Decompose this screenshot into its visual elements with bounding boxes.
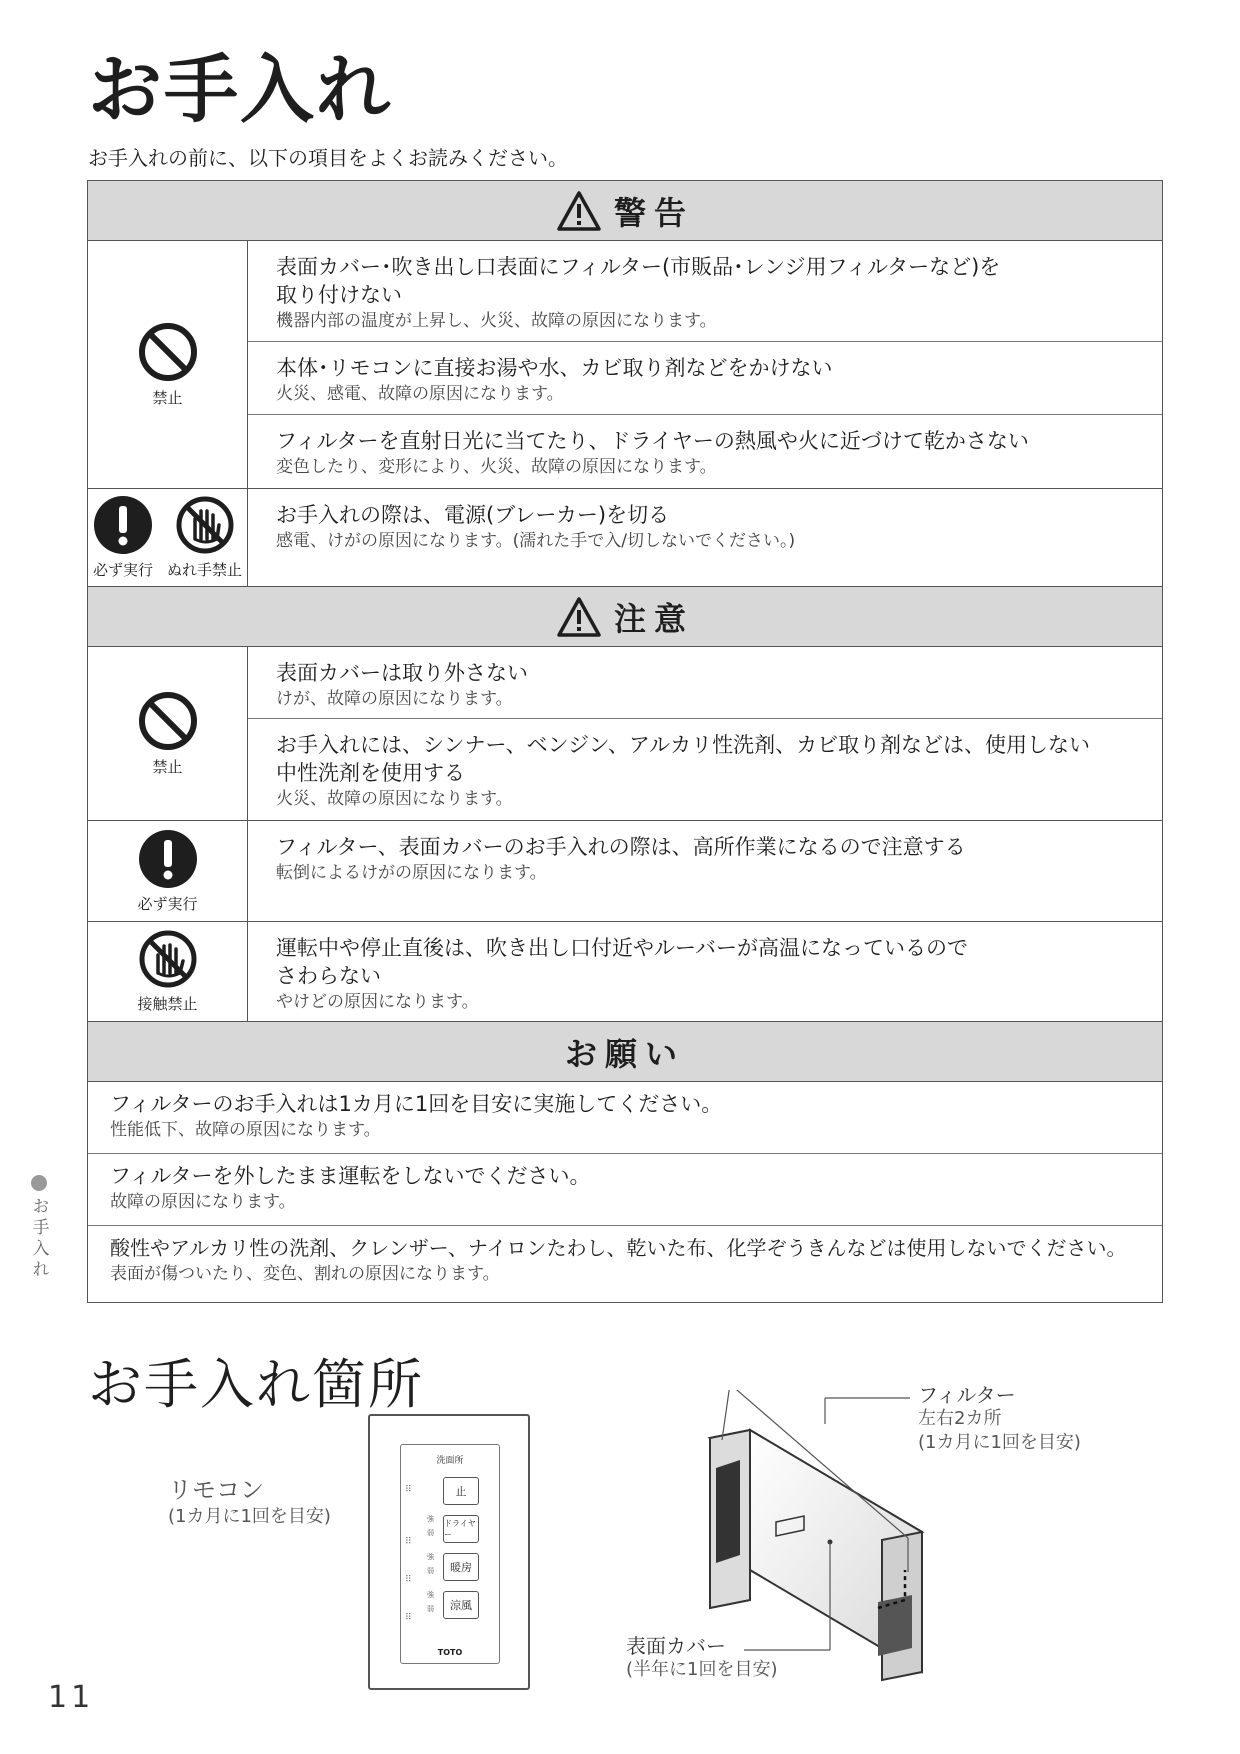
side-tab-label: お手入れ [28,1197,49,1281]
level-label: 強 [427,1515,434,1523]
page-number: 11 [48,1680,95,1715]
filter-interval: (1カ月に1回を目安) [918,1432,1081,1453]
icon-caption: 必ず実行 [92,561,153,579]
warning-item [248,342,1162,415]
item-main: 運転中や停止直後は、吹き出し口付近やルーバーが高温になっているので [276,936,968,960]
item-sub: けが、故障の原因になります。 [276,689,513,709]
request-item [88,1154,1162,1226]
item-main: お手入れの際は、電源(ブレーカー)を切る [276,503,670,527]
side-tab [26,1175,52,1281]
item-sub: やけどの原因になります。 [276,992,479,1012]
warning-group-power [88,489,1162,587]
icon-cell [88,489,248,586]
section-title: お手入れ箇所 [88,1353,424,1416]
remote-illustration [368,1414,530,1690]
warning-group-prohibit [88,241,1162,489]
prohibit-icon [137,321,199,383]
icon-cell [88,241,248,488]
icon-caption: 禁止 [152,758,183,776]
warning-triangle-icon [556,190,602,232]
item-sub: 感電、けがの原因になります。(濡れた手で入/切しないでください。) [276,531,796,551]
mandatory-action-icon [93,495,153,555]
icon-caption: 禁止 [152,389,183,407]
request-item [88,1082,1162,1154]
caution-item [248,821,1162,921]
item-main: フィルターを外したまま運転をしないでください。 [110,1164,591,1188]
remote-stop-button: 止 [443,1477,479,1505]
cover-interval: (半年に1回を目安) [626,1659,778,1680]
warning-title: 警告 [613,193,694,232]
item-main: フィルターを直射日光に当てたり、ドライヤーの熱風や火に近づけて乾かさない [276,429,1029,453]
no-wet-hands-icon [175,495,235,555]
filter-callout [918,1383,1081,1455]
warning-header [88,181,1162,241]
item-main: 表面カバーは取り外さない [276,661,528,685]
side-tab-dot [31,1175,47,1191]
item-sub: 性能低下、故障の原因になります。 [110,1120,381,1140]
brand-logo: TOTO [437,1648,463,1657]
item-sub: 機器内部の温度が上昇し、火災、故障の原因になります。 [276,311,717,331]
item-sub: 火災、故障の原因になります。 [276,789,513,809]
item-main: お手入れには、シンナー、ベンジン、アルカリ性洗剤、カビ取り剤などは、使用しない [276,733,1091,757]
prohibit-icon [137,690,199,752]
no-touch-icon [138,929,198,989]
safety-table [87,180,1163,1303]
item-sub: 変色したり、変形により、火災、故障の原因になります。 [276,457,717,477]
indicator-dots: ⠿ [405,1537,413,1547]
item-sub: 転倒によるけがの原因になります。 [276,863,547,883]
level-label: 弱 [427,1605,434,1613]
remote-panel [400,1444,500,1664]
remote-location-label: 洗面所 [436,1456,464,1466]
item-sub: 故障の原因になります。 [110,1192,296,1212]
item-main-cont: 取り付けない [276,283,402,307]
caution-group-mandatory [88,821,1162,922]
caution-item [248,647,1162,719]
intro-text: お手入れの前に、以下の項目をよくお読みください。 [88,146,568,170]
request-title: お願い [564,1034,685,1073]
item-main: フィルター、表面カバーのお手入れの際は、高所作業になるので注意する [276,835,966,859]
remote-label: リモコン [168,1476,264,1504]
caution-header [88,587,1162,647]
mandatory-action-icon [138,829,198,889]
indicator-dots: ⠿ [405,1613,413,1623]
remote-heating-button: 暖房 [443,1553,479,1581]
warning-item [248,489,1162,585]
page-title: お手入れ [88,47,392,133]
indicator-dots: ⠿ [405,1575,413,1585]
icon-cell [88,821,248,921]
item-main: 酸性やアルカリ性の洗剤、クレンザー、ナイロンたわし、乾いた布、化学ぞうきんなどは使用しないでください。 [110,1236,1127,1260]
item-main: 本体･リモコンに直接お湯や水、カビ取り剤などをかけない [276,356,833,380]
request-item [88,1226,1162,1302]
request-header [88,1022,1162,1082]
warning-item [248,415,1162,488]
caution-group-no-touch [88,922,1162,1022]
remote-dryer-button: ドライヤー [443,1515,479,1543]
icon-caption: 必ず実行 [137,894,198,913]
cover-callout [626,1634,778,1682]
item-main: 表面カバー･吹き出し口表面にフィルター(市販品･レンジ用フィルターなど)を [276,255,1001,279]
indicator-dots: ⠿ [405,1485,413,1495]
filter-label: フィルター [918,1383,1016,1407]
filter-locations: 左右2カ所 [918,1408,1002,1429]
level-label: 弱 [427,1529,434,1537]
remote-note: (1カ月に1回を目安) [168,1506,331,1527]
item-main: フィルターのお手入れは1カ月に1回を目安に実施してください。 [110,1092,723,1116]
warning-item [248,241,1162,342]
item-main-cont: さわらない [276,964,381,988]
item-sub: 火災、感電、故障の原因になります。 [276,384,564,404]
level-label: 強 [427,1591,434,1599]
icon-caption: 接触禁止 [137,995,198,1013]
level-label: 強 [427,1553,434,1561]
item-sub: 表面が傷ついたり、変色、割れの原因になります。 [110,1264,500,1284]
caution-triangle-icon [556,596,602,638]
icon-cell [88,647,248,820]
caution-item [248,719,1162,820]
caution-group-prohibit [88,647,1162,821]
caution-title: 注意 [613,599,694,638]
remote-cool-button: 涼風 [443,1591,479,1619]
level-label: 弱 [427,1567,434,1575]
cover-label: 表面カバー [626,1634,726,1658]
icon-cell [88,922,248,1021]
item-main-cont: 中性洗剤を使用する [276,761,465,785]
caution-item [248,922,1162,1021]
icon-caption: ぬれ手禁止 [167,561,243,579]
